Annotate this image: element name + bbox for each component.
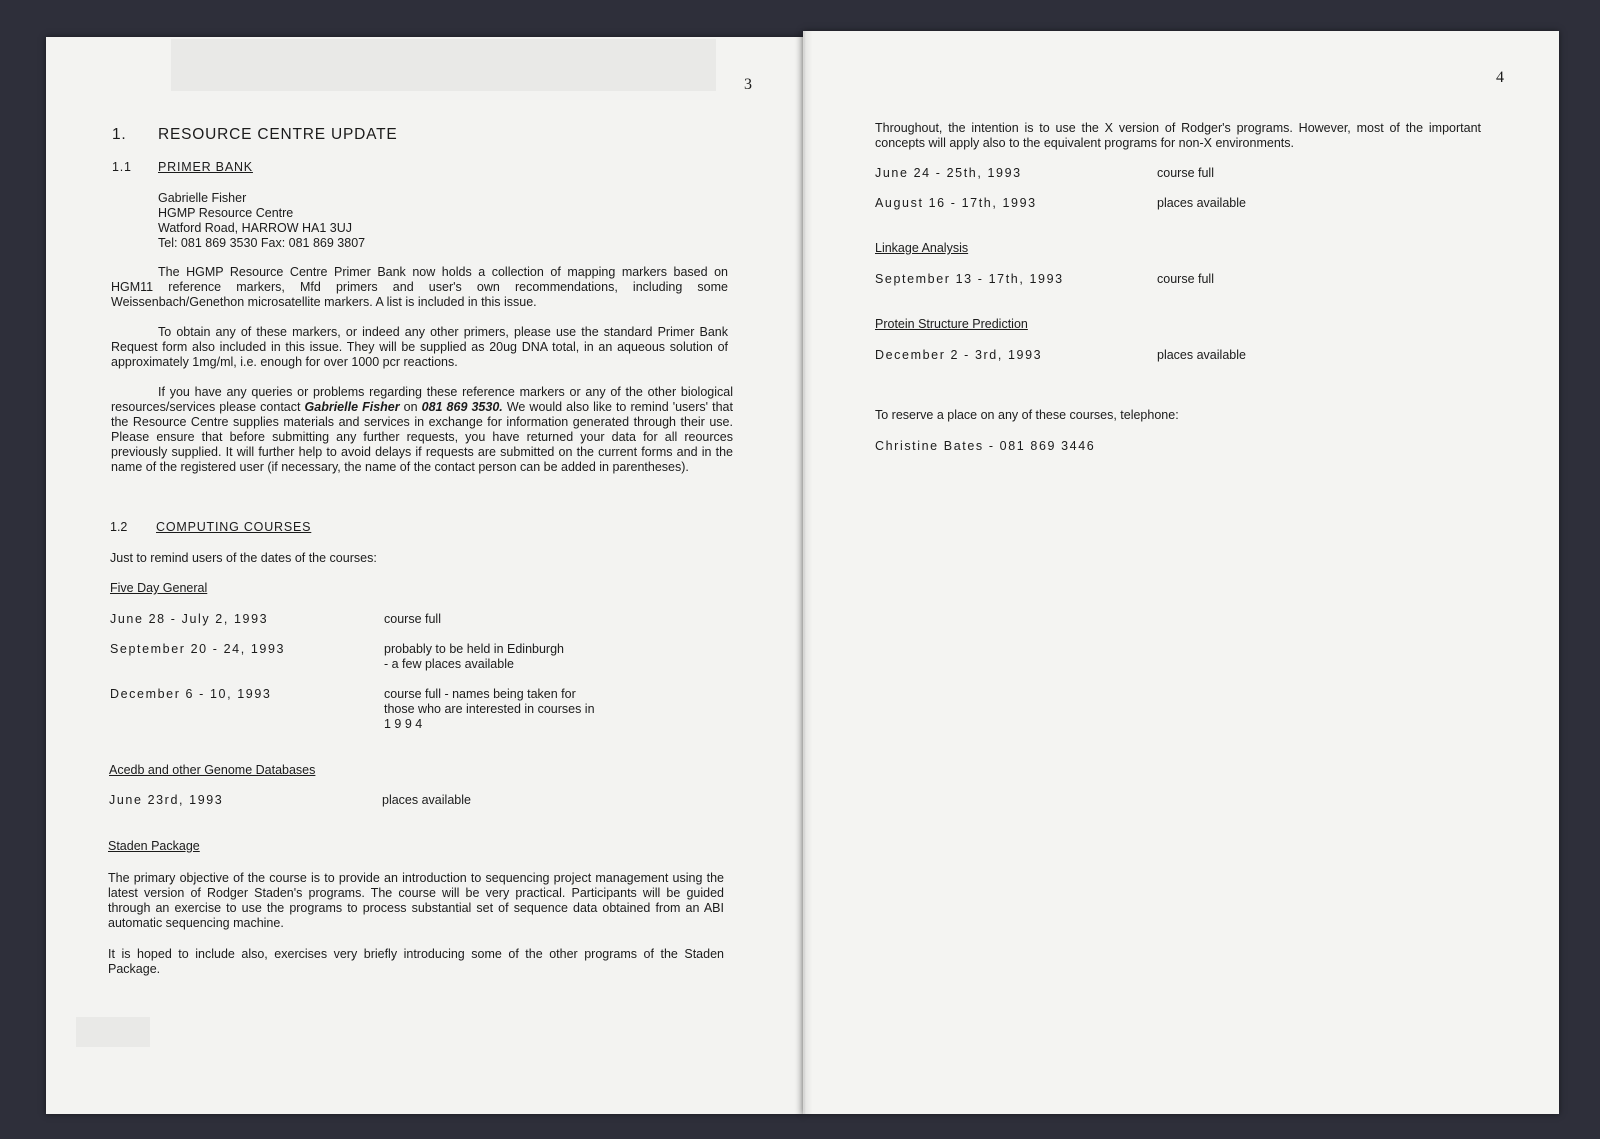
paragraph-text: on bbox=[399, 400, 422, 414]
page-number: 4 bbox=[1496, 69, 1504, 86]
section-title: RESOURCE CENTRE UPDATE bbox=[158, 126, 398, 143]
paragraph-text: If you have any queries or problems regarding these reference markers or any of the other biological resources/services please contact bbox=[111, 385, 733, 414]
bleed-through-header bbox=[171, 39, 716, 91]
page-number: 3 bbox=[744, 76, 752, 93]
reservation-contact: Christine Bates - 081 869 3446 bbox=[875, 439, 1096, 453]
subsection-number: 1.1 bbox=[112, 160, 132, 174]
course-date: June 28 - July 2, 1993 bbox=[110, 612, 269, 626]
course-heading-acedb: Acedb and other Genome Databases bbox=[109, 763, 316, 777]
subsection-number: 1.2 bbox=[110, 520, 128, 534]
staden-paragraph-2: It is hoped to include also, exercises very briefly introducing some of the other programs of the Staden Package. bbox=[108, 947, 724, 976]
bleed-through-mark bbox=[76, 1017, 150, 1047]
course-status: probably to be held in Edinburgh - a few places available bbox=[384, 642, 564, 671]
computing-intro: Just to remind users of the dates of the courses: bbox=[110, 551, 377, 565]
contact-organisation: HGMP Resource Centre bbox=[158, 206, 294, 220]
primer-bank-paragraph-2: To obtain any of these markers, or indeed any other primers, please use the standard Primer Bank Request form also included in this issue. They will be supplied as 20ug DNA total, in an aqueous solution of approximately 1mg/ml, i.e. enough for over 1000 pcr reactions. bbox=[111, 325, 728, 369]
primer-bank-paragraph-1: The HGMP Resource Centre Primer Bank now holds a collection of mapping markers based on HGM11 reference markers, Mfd primers and user's own recommendations, including some Weissenbach/Genethon microsatellite markers. A list is included in this issue. bbox=[111, 265, 728, 309]
contact-address: Watford Road, HARROW HA1 3UJ bbox=[158, 221, 353, 235]
course-date: June 24 - 25th, 1993 bbox=[875, 166, 1022, 180]
course-status: places available bbox=[1157, 196, 1246, 210]
subsection-title-computing: COMPUTING COURSES bbox=[156, 520, 312, 534]
contact-name: Gabrielle Fisher bbox=[158, 191, 247, 205]
course-heading-staden: Staden Package bbox=[108, 839, 200, 853]
course-date: September 20 - 24, 1993 bbox=[110, 642, 286, 656]
book-spine bbox=[795, 31, 813, 1114]
contact-phone: Tel: 081 869 3530 Fax: 081 869 3807 bbox=[158, 236, 366, 250]
course-date: August 16 - 17th, 1993 bbox=[875, 196, 1037, 210]
right-page bbox=[803, 31, 1559, 1114]
left-page bbox=[46, 37, 803, 1114]
paragraph-text: We would also like to remind 'users' that the Resource Centre supplies materials and services in exchange for information generated through their use. Please ensure that before submitting any further requests, you have returned your data for all reources previously supplied. It will further help to avoid delays if requests are submitted on the current forms and in the name of the registered user (if necessary, the name of the contact person can be added in parentheses). bbox=[111, 400, 733, 474]
course-status: places available bbox=[382, 793, 471, 807]
course-status: course full bbox=[384, 612, 441, 626]
course-date: December 6 - 10, 1993 bbox=[110, 687, 272, 701]
subsection-title-primer-bank: PRIMER BANK bbox=[158, 160, 253, 174]
staden-paragraph-1: The primary objective of the course is to provide an introduction to sequencing project management using the latest version of Rodger Staden's programs. The course will be very practical. Participants will be guided through an exercise to use the programs to process substantial set of sequence data obtained from an ABI automatic sequencing machine. bbox=[108, 871, 724, 930]
section-number: 1. bbox=[112, 126, 127, 143]
contact-name-emphasis: Gabrielle Fisher bbox=[304, 400, 400, 414]
course-heading-protein: Protein Structure Prediction bbox=[875, 317, 1028, 331]
course-status: course full - names being taken for those who are interested in courses in 1 9 9 4 bbox=[384, 687, 595, 731]
contact-phone-emphasis: 081 869 3530. bbox=[421, 400, 503, 414]
course-heading-five-day: Five Day General bbox=[110, 581, 208, 595]
course-date: June 23rd, 1993 bbox=[109, 793, 224, 807]
staden-intro-paragraph: Throughout, the intention is to use the X version of Rodger's programs. However, most of the important concepts will apply also to the equivalent programs for non-X environments. bbox=[875, 121, 1481, 150]
course-date: December 2 - 3rd, 1993 bbox=[875, 348, 1043, 362]
course-status: places available bbox=[1157, 348, 1246, 362]
course-date: September 13 - 17th, 1993 bbox=[875, 272, 1064, 286]
reserve-instruction: To reserve a place on any of these courses, telephone: bbox=[875, 408, 1179, 422]
course-heading-linkage: Linkage Analysis bbox=[875, 241, 969, 255]
course-status: course full bbox=[1157, 166, 1214, 180]
primer-bank-paragraph-3 bbox=[111, 385, 733, 475]
course-status: course full bbox=[1157, 272, 1214, 286]
